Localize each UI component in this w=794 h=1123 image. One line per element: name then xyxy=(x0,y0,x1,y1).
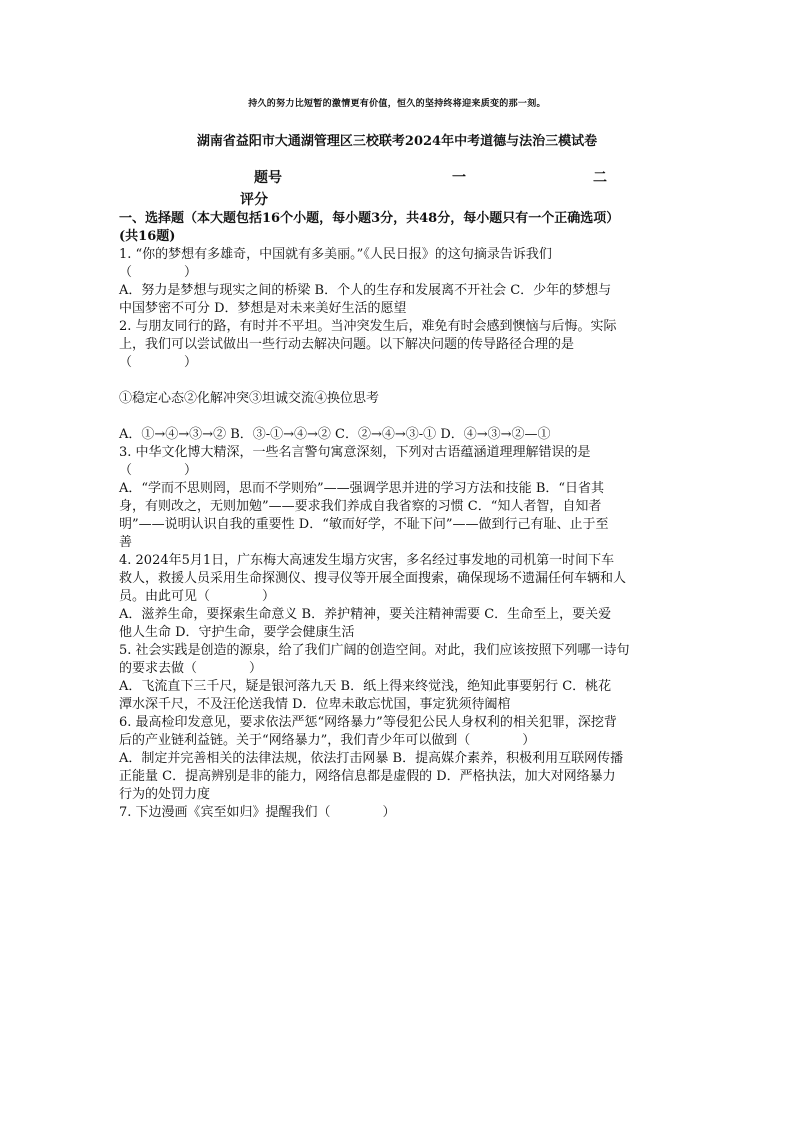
spacer xyxy=(119,408,679,426)
question-1-paren: （ ） xyxy=(119,265,198,280)
question-5-options-line-2: 潭水深千尺，不及汪伦送我情 D．位卑未敢忘忧国，事定犹须待阖棺 xyxy=(119,697,511,712)
question-2-stem-line-2: 上，我们可以尝试做出一些行动去解决问题。以下解决问题的传导路径合理的是 xyxy=(119,337,575,352)
question-6-stem-line-1: 6. 最高检印发意见，要求依法严惩“网络暴力”等侵犯公民人身权利的相关犯罪，深挖背 xyxy=(119,715,617,730)
question-3-paren: （ ） xyxy=(119,463,198,478)
question-3-stem: 3. 中华文化博大精深，一些名言警句寓意深刻，下列对古语蕴涵道理理解错误的是 xyxy=(119,445,591,460)
question-4-stem-line-1: 4. 2024年5月1日，广东梅大高速发生塌方灾害，多名经过事发地的司机第一时间下车 xyxy=(119,553,615,568)
question-1-stem: 1. “你的梦想有多雄奇，中国就有多美丽。”《人民日报》的这句摘录告诉我们 xyxy=(119,247,552,262)
question-4-stem-line-2: 救人，救援人员采用生命探测仪、搜寻仪等开展全面搜索，确保现场不遗漏任何车辆和人 xyxy=(119,571,627,586)
score-table xyxy=(240,167,640,211)
question-3-options-line-3: 明”——说明认识自我的重要性 D．“敏而好学，不耻下问”——做到行己有耻、止于至 xyxy=(119,517,609,532)
question-5-stem-line-2: 的要求去做（ ） xyxy=(119,661,263,676)
question-4-options-line-1: A．滋养生命，要探索生命意义 B．养护精神，要关注精神需要 C．生命至上，要关爱 xyxy=(119,607,612,622)
question-2-items: ①稳定心态②化解冲突③坦诚交流④换位思考 xyxy=(119,391,380,406)
section-title: 一、选择题（本大题包括16个小题，每小题3分，共48分，每小题只有一个正确选项） xyxy=(119,211,620,226)
question-3-options-line-4: 善 xyxy=(119,535,133,550)
question-1-options-line-1: A．努力是梦想与现实之间的桥梁 B．个人的生存和发展离不开社会 C．少年的梦想与 xyxy=(119,283,612,298)
question-6-options-line-3: 行为的处罚力度 xyxy=(119,787,211,802)
question-number-label: 题号 xyxy=(254,170,282,186)
question-5-options-line-1: A．飞流直下三千尺，疑是银河落九天 B．纸上得来终觉浅，绝知此事要躬行 C．桃花 xyxy=(119,679,612,694)
column-one-label: 一 xyxy=(452,170,466,186)
question-2-stem-line-1: 2. 与朋友同行的路，有时并不平坦。当冲突发生后，难免有时会感到懊恼与后悔。实际 xyxy=(119,319,617,334)
exam-title: 湖南省益阳市大通湖管理区三校联考2024年中考道德与法治三模试卷 xyxy=(196,134,598,149)
spacer xyxy=(119,372,679,390)
question-4-stem-line-3: 员。由此可见（ ） xyxy=(119,589,276,604)
question-5-stem-line-1: 5. 社会实践是创造的源泉，给了我们广阔的创造空间。对此，我们应该按照下列哪一诗句 xyxy=(119,643,630,658)
exam-body xyxy=(119,210,679,822)
score-table-score-row xyxy=(240,189,640,211)
motto-header: 持久的努力比短暂的激情更有价值，恒久的坚持终将迎来质变的那一刻。 xyxy=(248,99,546,109)
question-3-options-line-1: A．“学而不思则罔，思而不学则殆”——强调学思并进的学习方法和技能 B．“日省其 xyxy=(119,481,605,496)
question-4-options-line-2: 他人生命 D．守护生命，要学会健康生活 xyxy=(119,625,355,640)
question-6-options-line-1: A．制定并完善相关的法律法规，依法打击网暴 B．提高媒介素养，积极利用互联网传播 xyxy=(119,751,624,766)
question-6-stem-line-2: 后的产业链利益链。关于“网络暴力”，我们青少年可以做到（ ） xyxy=(119,733,536,748)
question-2-paren: （ ） xyxy=(119,355,198,370)
score-table-header-row xyxy=(240,167,640,189)
question-2-options: A．①→④→③→② B．③-①→④→② C．②→④→③-① D．④→③→②—① xyxy=(119,427,551,442)
question-3-options-line-2: 身，有则改之，无则加勉”——要求我们养成自我省察的习惯 C．“知人者智，自知者 xyxy=(119,499,602,514)
question-7-stem: 7. 下边漫画《宾至如归》提醒我们（ ） xyxy=(119,805,396,820)
question-6-options-line-2: 正能量 C．提高辨别是非的能力，网络信息都是虚假的 D．严格执法，加大对网络暴力 xyxy=(119,769,616,784)
section-count: (共16题) xyxy=(119,229,176,244)
column-two-label: 二 xyxy=(593,170,607,186)
question-1-options-line-2: 中国梦密不可分 D．梦想是对未来美好生活的愿望 xyxy=(119,301,407,316)
score-label: 评分 xyxy=(240,192,268,208)
